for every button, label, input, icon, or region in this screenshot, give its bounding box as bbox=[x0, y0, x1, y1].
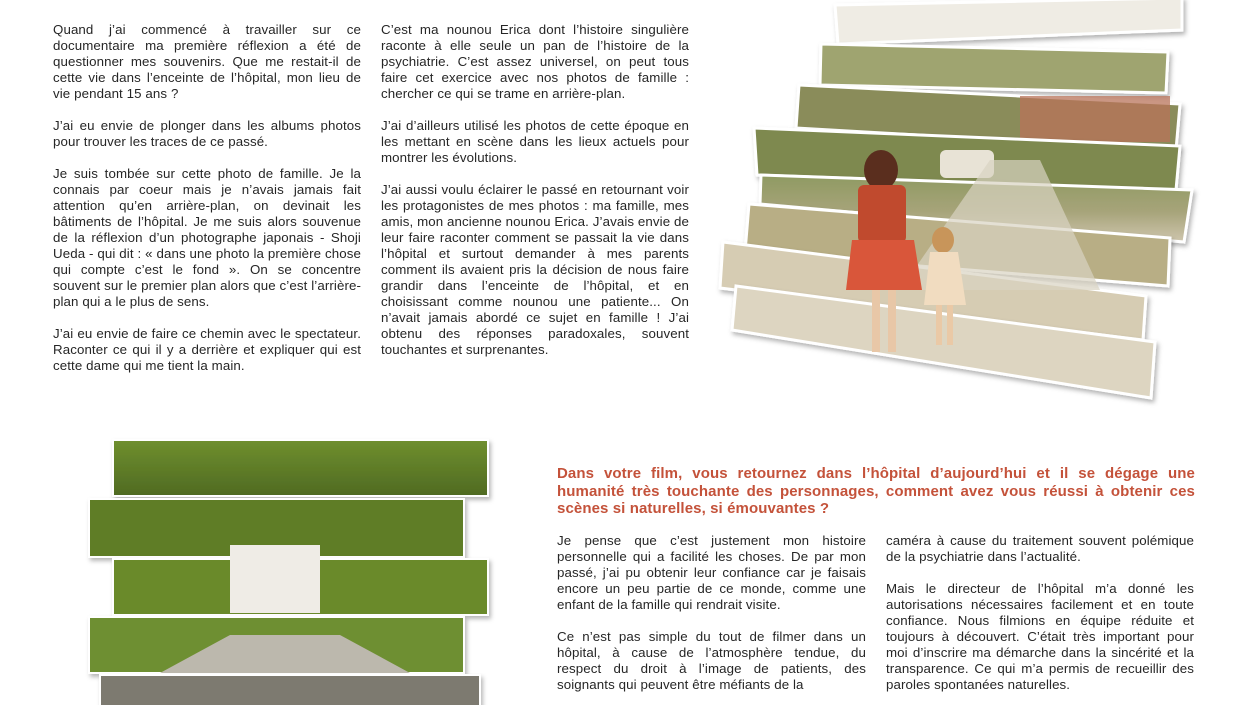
paragraph: Ce n’est pas simple du tout de filmer dans un hôpital, à cause de l’atmosphère tendue, du respect du droit à l’image de patients, des soignants qui peuvent être méfiants de la bbox=[557, 629, 866, 692]
article-column-bottom-right bbox=[886, 533, 1194, 709]
interview-question: Dans votre film, vous retournez dans l’hôpital d’aujourd’hui et il se dégage une humanité très touchante des personnages, comment avez vous réussi à obtenir ces scènes si naturelles, si émouvantes ? bbox=[557, 465, 1195, 517]
park-collage-svg bbox=[80, 435, 600, 705]
paragraph: caméra à cause du traitement souvent polémique de la psychiatrie dans l’actualité. bbox=[886, 533, 1194, 564]
paragraph: J’ai d’ailleurs utilisé les photos de cette époque en les mettant en scène dans les lieux actuels pour montrer les évolutions. bbox=[381, 118, 689, 165]
paragraph: Mais le directeur de l’hôpital m’a donné les autorisations nécessaires facilement et en toute confiance. Nous filmions en équipe réduite et toujours à découvert. C’était très important pour moi d’inscrire ma démarche dans la sincérité et la transparence. Ce qui m’a permis de recueillir des paroles spontanées naturelles. bbox=[886, 581, 1194, 692]
paragraph: J’ai aussi voulu éclairer le passé en retournant voir les protagonistes de mes photos : ma famille, mes amis, mon ancienne nounou Erica. J’avais envie de leur faire raconter comment se passait la vie dans l’hôpital et surtout demander à mes parents comment ils avaient pris la décision de nous faire grandir dans l’enceinte de l’hôpital, et en choisissant comme nounou une patiente... On n’avait jamais abordé ce sujet en famille ! J’ai obtenu des réponses paradoxales, souvent touchantes et surprenantes. bbox=[381, 182, 689, 357]
paragraph: Je pense que c’est justement mon histoire personnelle qui a facilité les choses. De par mon passé, j’ai pu obtenir leur confiance car je faisais encore un peu partie de ce monde, comme une enfant de la famille qui rendrait visite. bbox=[557, 533, 866, 612]
hospital-building bbox=[230, 545, 320, 613]
paragraph: J’ai eu envie de faire ce chemin avec le spectateur. Raconter ce qui il y a derrière et expliquer qui est cette dame qui me tient la main. bbox=[53, 326, 361, 373]
hospital-building bbox=[1020, 96, 1170, 142]
collage-strip bbox=[100, 675, 480, 705]
paragraph: Je suis tombée sur cette photo de famille. Je la connais par coeur mais je n’avais jamais fait attention qu’en arrière-plan, on devinait les bâtiments de l’hôpital. Je me suis alors souvenue de la réflexion d’un photographe japonais - Shoji Ueda - qui dit : « dans une photo la première chose qui compte c’est le fond ». On se concentre souvent sur le premier plan alors que c’est l’arrière-plan qui a le plus de sens. bbox=[53, 166, 361, 309]
paragraph: C’est ma nounou Erica dont l’histoire singulière raconte à elle seule un pan de l’histoire de la psychiatrie. C’est assez universel, on peut tous faire cet exercice avec nos photos de famille : chercher ce qui se trame en arrière-plan. bbox=[381, 22, 689, 101]
collage-strip bbox=[113, 440, 488, 496]
paragraph: Quand j’ai commencé à travailler sur ce documentaire ma première réflexion a été de questionner mes souvenirs. Que me restait-il de cette vie dans l’enceinte de l’hôpital, mon lieu de vie pendant 15 ans ? bbox=[53, 22, 361, 101]
collage-strip bbox=[820, 44, 1168, 93]
collage-strip bbox=[835, 0, 1182, 44]
paragraph: J’ai eu envie de plonger dans les albums photos pour trouver les traces de ce passé. bbox=[53, 118, 361, 149]
article-column-bottom-left bbox=[557, 533, 866, 709]
